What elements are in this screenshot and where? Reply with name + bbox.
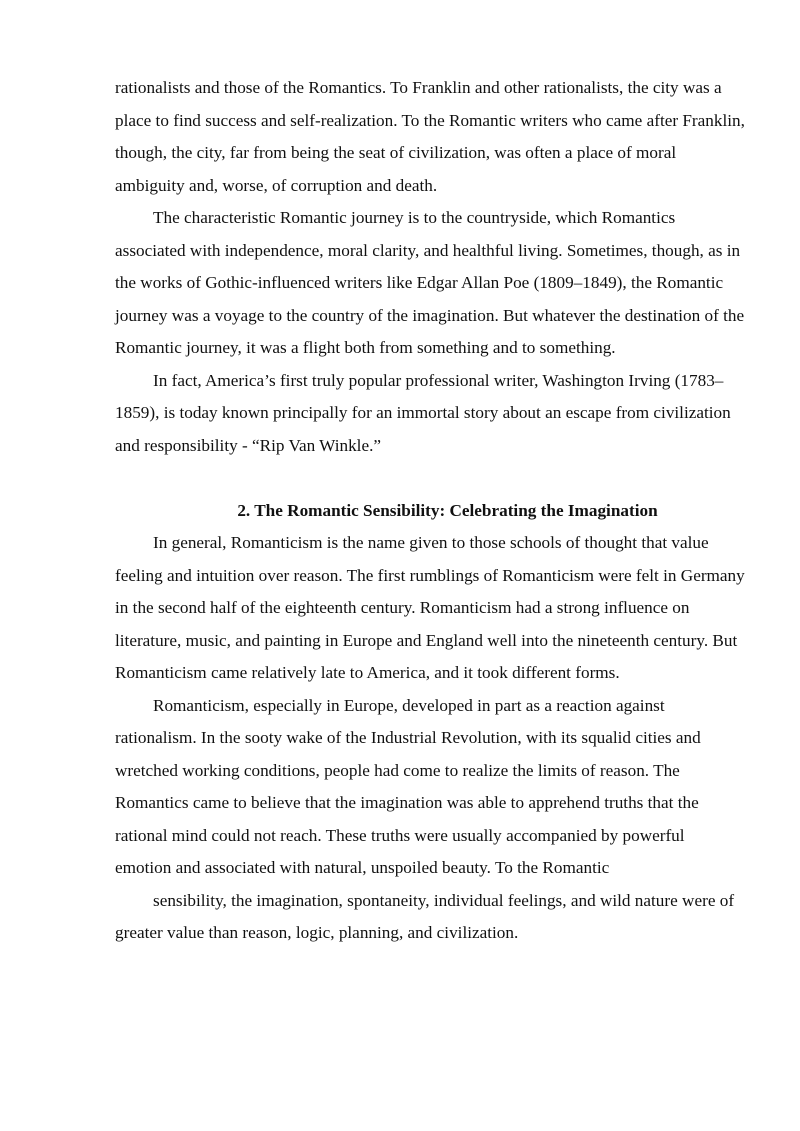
paragraph-washington-irving: In fact, America’s first truly popular professional writer, Washington Irving (1783–1859), is today known principally for an immortal story about an escape from civilization and responsibility - “Rip Van Winkle.” (115, 370, 731, 455)
paragraph-romantic-journey: The characteristic Romantic journey is to the countryside, which Romantics associated with independence, moral clarity, and healthful living. Sometimes, though, as in the works of Gothic-influenced writers like Edgar Allan Poe (1809–1849), the Romantic journey was a voyage to the country of the imagination. But whatever the destination of the Romantic journey, it was a flight both from something and to something. (115, 208, 745, 357)
paragraph-reaction-against-rationalism: Romanticism, especially in Europe, developed in part as a reaction against rationalism. In the sooty wake of the Industrial Revolution, with its squalid cities and wretched working conditions, people had come to realize the limits of reason. The Romantics came to believe that the imagination was able to apprehend truths that the rational mind could not reach. These truths were usually accompanied by powerful emotion and associated with natural, unspoiled beauty. To the Romantic (115, 695, 701, 877)
document-body (115, 72, 745, 950)
paragraph-romanticism-definition: In general, Romanticism is the name given to those schools of thought that value feeling and intuition over reason. The first rumblings of Romanticism were felt in Germany in the second half of the eighteenth century. Romanticism had a strong influence on literature, music, and painting in Europe and England well into the nineteenth century. But Romanticism came relatively late to America, and it took different forms. (115, 533, 745, 682)
paragraph-romantic-sensibility: sensibility, the imagination, spontaneity, individual feelings, and wild nature were of greater value than reason, logic, planning, and civilization. (115, 890, 735, 942)
section-heading: 2. The Romantic Sensibility: Celebrating the Imagination (237, 500, 658, 520)
paragraph-continuation: rationalists and those of the Romantics. To Franklin and other rationalists, the city was a place to find success and self-realization. To the Romantic writers who came after Franklin, though, the city, far from being the seat of civilization, was often a place of moral ambiguity and, worse, of corruption and death. (115, 78, 745, 195)
